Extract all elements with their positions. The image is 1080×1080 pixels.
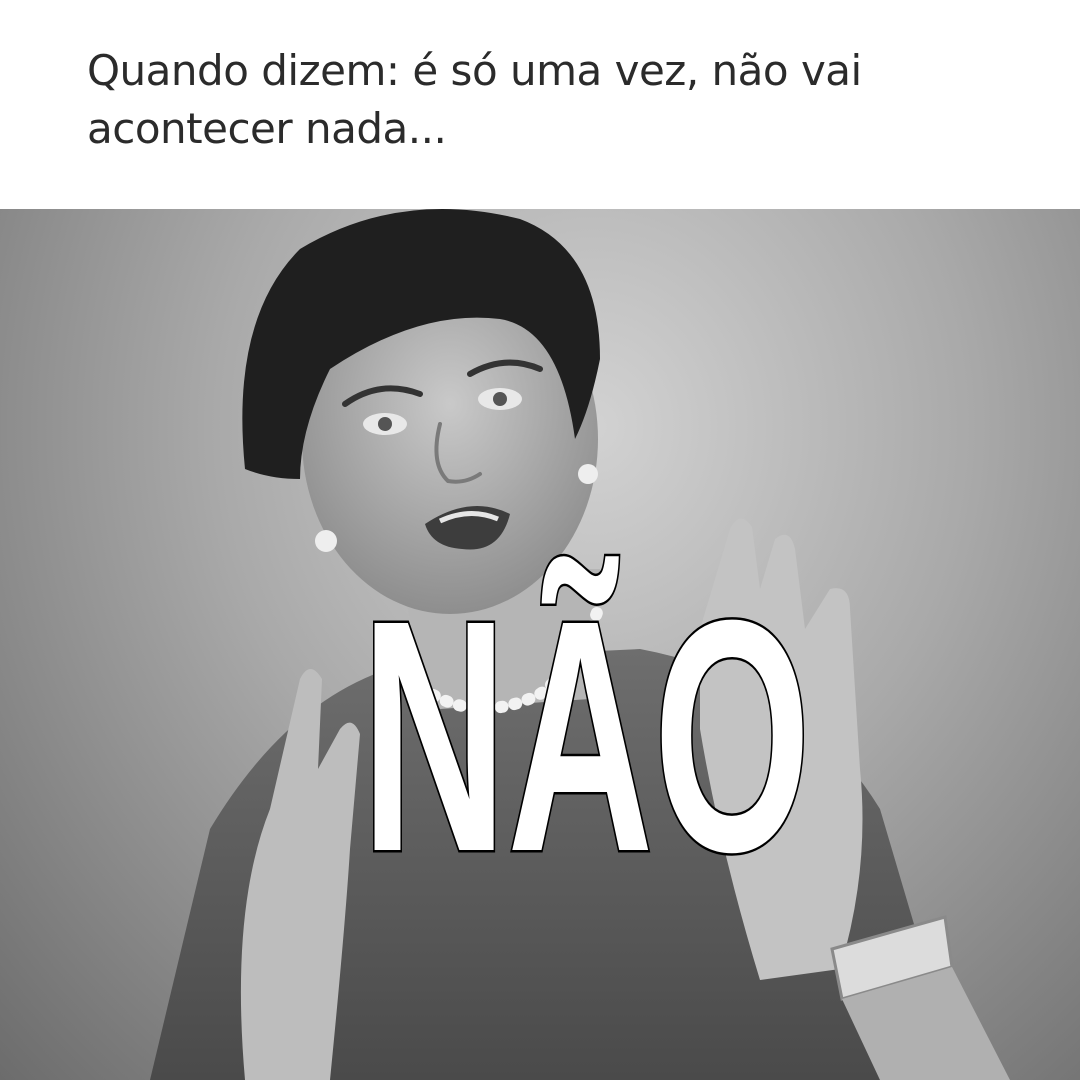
nao-overlay-text [346,440,826,920]
left-earring [315,530,337,552]
overlay-word: NÃO [361,551,811,920]
meme-caption: Quando dizem: é só uma vez, não vai acontecer nada... [87,46,862,153]
